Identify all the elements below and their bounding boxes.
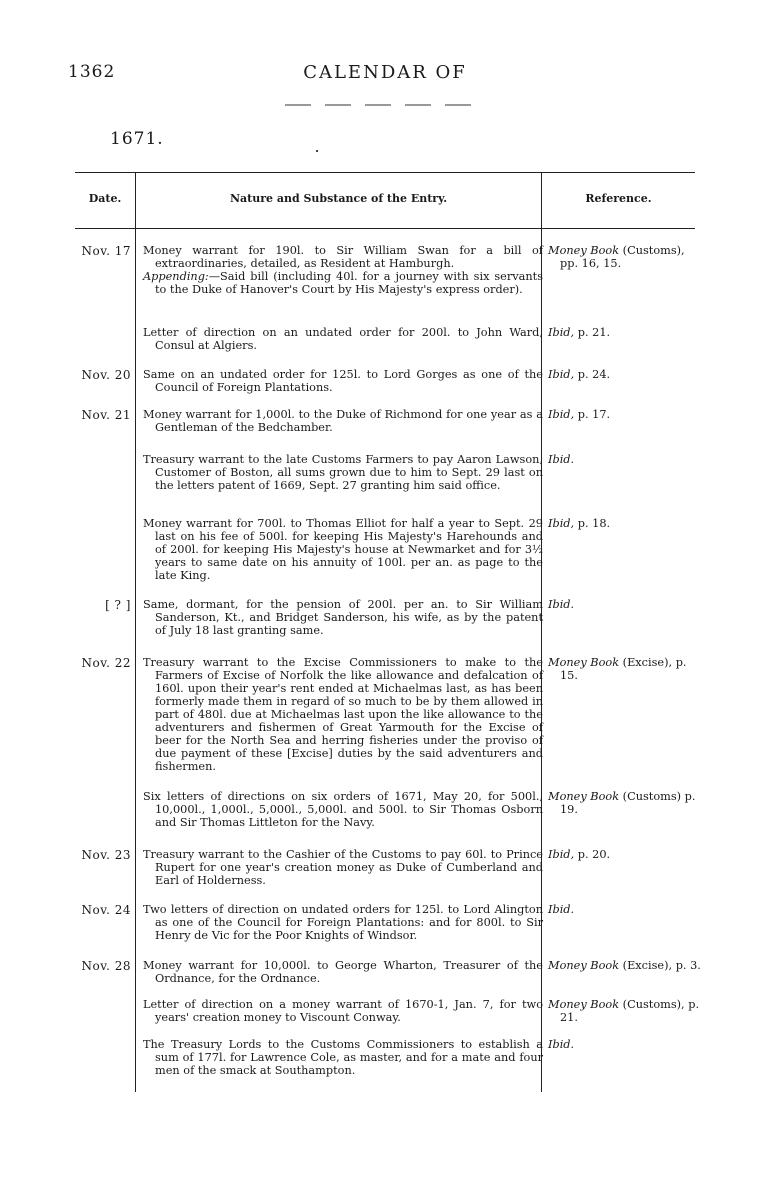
entry-date: Nov. 20 <box>81 368 131 382</box>
entry-text <box>143 998 543 1024</box>
entry-text <box>143 1038 543 1077</box>
reference-page: (Excise), p. 15. <box>560 656 687 682</box>
entry-reference <box>548 790 705 816</box>
reference-source: Money Book <box>548 656 620 669</box>
entry-reference <box>548 368 705 381</box>
reference-page: (Excise), p. 3. <box>622 959 701 972</box>
reference-source: Ibid, <box>548 326 575 339</box>
reference-source: Ibid, <box>548 517 575 530</box>
entry-text <box>143 368 543 394</box>
entry-reference <box>548 326 705 339</box>
entry-reference <box>548 656 705 682</box>
reference-source: Money Book <box>548 998 620 1011</box>
entry-line: Same on an undated order for 125l. to Lord Gorges as one of the Council of Foreign Plantations. <box>143 368 543 394</box>
entry-line: The Treasury Lords to the Customs Commissioners to establish a sum of 177l. for Lawrence Cole, as master, and for a mate and four men of the smack at Southampton. <box>143 1038 543 1077</box>
entry-text <box>143 598 543 637</box>
entry-text <box>143 959 543 985</box>
entry-line: Money warrant for 1,000l. to the Duke of Richmond for one year as a Gentleman of the Bedchamber. <box>143 408 543 434</box>
reference-source: Ibid. <box>548 1038 575 1051</box>
reference-page: p. 24. <box>577 368 611 381</box>
appending-text: —Said bill (including 40l. for a journey with six servants to the Duke of Hanover's Court by His Majesty's express order). <box>155 270 543 296</box>
entry-reference <box>548 408 705 421</box>
entry-reference <box>548 848 705 861</box>
entry-reference <box>548 1038 705 1051</box>
entry-line: Treasury warrant to the Cashier of the Customs to pay 60l. to Prince Rupert for one year's creation money as Duke of Cumberland and Earl of Holderness. <box>143 848 543 887</box>
stray-dot <box>316 150 318 152</box>
entry-text <box>143 453 543 492</box>
entry-line: Money warrant for 190l. to Sir William Swan for a bill of extraordinaries, detailed, as Resident at Hamburgh. <box>143 244 543 270</box>
reference-page: p. 20. <box>577 848 611 861</box>
entry-line: Same, dormant, for the pension of 200l. per an. to Sir William Sanderson, Kt., and Bridget Sanderson, his wife, as by the patent of July 18 last granting same. <box>143 598 543 637</box>
entry-reference <box>548 903 705 916</box>
entry-line: Six letters of directions on six orders of 1671, May 20, for 500l., 10,000l., 1,000l., 5,000l., 5,000l. and 500l. to Sir Thomas Osborn and Sir Thomas Littleton for the Navy. <box>143 790 543 829</box>
entry-date: Nov. 21 <box>81 408 131 422</box>
entry-line: Two letters of direction on undated orders for 125l. to Lord Alington as one of the Council for Foreign Plantations: and for 800l. to Sir Henry de Vic for the Poor Knights of Windsor. <box>143 903 543 942</box>
page-number: 1362 <box>68 62 116 82</box>
table-top-rule <box>75 172 695 173</box>
entry-line: Treasury warrant to the Excise Commissioners to make to the Farmers of Excise of Norfolk the like allowance and defalcation of 160l. upon their year's rent ended at Michaelmas last, as has been formerly made them in regard of so much to be by them allowed in part of 480l. due at Michaelmas last upon the like allowance to the adventurers and fishermen of Great Yarmouth for the Excise of beer for the North Sea and herring fisheries under the proviso of due payment of these [Excise] duties by the said adventurers and fishermen. <box>143 656 543 773</box>
entry-date: [ ? ] <box>105 598 131 612</box>
entry-line: Treasury warrant to the late Customs Farmers to pay Aaron Lawson, Customer of Boston, all sums grown due to him to Sept. 29 last on the letters patent of 1669, Sept. 27 granting him said office. <box>143 453 543 492</box>
entry-date: Nov. 22 <box>81 656 131 670</box>
reference-page: (Customs), pp. 16, 15. <box>560 244 685 270</box>
entry-text <box>143 244 543 296</box>
year-heading: 1671. <box>110 129 164 149</box>
reference-page: (Customs) p. 19. <box>560 790 696 816</box>
column-header-date: Date. <box>88 192 122 205</box>
entry-date: Nov. 17 <box>81 244 131 258</box>
entry-text <box>143 848 543 887</box>
entry-line: Letter of direction on an undated order for 200l. to John Ward, Consul at Algiers. <box>143 326 543 352</box>
entry-reference <box>548 998 705 1024</box>
entry-reference <box>548 598 705 611</box>
title-rule <box>285 104 485 106</box>
entry-date: Nov. 24 <box>81 903 131 917</box>
entry-text <box>143 326 543 352</box>
reference-source: Ibid. <box>548 453 575 466</box>
column-header-nature: Nature and Substance of the Entry. <box>229 192 448 205</box>
running-title: CALENDAR OF <box>303 62 467 83</box>
reference-source: Ibid, <box>548 848 575 861</box>
appending-note <box>143 270 543 296</box>
reference-source: Ibid. <box>548 903 575 916</box>
reference-page: p. 18. <box>577 517 611 530</box>
reference-page: (Customs), p. 21. <box>560 998 700 1024</box>
reference-source: Ibid. <box>548 598 575 611</box>
entry-text <box>143 517 543 582</box>
entry-line: Money warrant for 700l. to Thomas Elliot for half a year to Sept. 29 last on his fee of 500l. for keeping His Majesty's Harehounds and of 200l. for keeping His Majesty's house at Newmarket and for 3½ years to same date on his annuity of 100l. per an. as page to the late King. <box>143 517 543 582</box>
entry-text <box>143 903 543 942</box>
reference-source: Money Book <box>548 244 620 257</box>
entry-reference <box>548 517 705 530</box>
entry-date: Nov. 28 <box>81 959 131 973</box>
reference-source: Ibid, <box>548 408 575 421</box>
entry-text <box>143 656 543 773</box>
entry-date: Nov. 23 <box>81 848 131 862</box>
table-header-rule <box>75 228 695 229</box>
reference-page: p. 17. <box>577 408 611 421</box>
reference-source: Ibid, <box>548 368 575 381</box>
entry-line: Letter of direction on a money warrant of 1670-1, Jan. 7, for two years' creation money to Viscount Conway. <box>143 998 543 1024</box>
entry-line: Money warrant for 10,000l. to George Wharton, Treasurer of the Ordnance, for the Ordnance. <box>143 959 543 985</box>
column-divider-date <box>135 172 136 1092</box>
entry-text <box>143 790 543 829</box>
entry-text <box>143 408 543 434</box>
reference-source: Money Book <box>548 790 620 803</box>
entry-reference <box>548 453 705 466</box>
entry-reference <box>548 959 705 972</box>
calendar-table <box>75 172 701 1092</box>
appending-label: Appending: <box>143 270 209 283</box>
column-header-reference: Reference. <box>585 192 652 205</box>
reference-page: p. 21. <box>577 326 611 339</box>
entry-reference <box>548 244 705 270</box>
reference-source: Money Book <box>548 959 620 972</box>
